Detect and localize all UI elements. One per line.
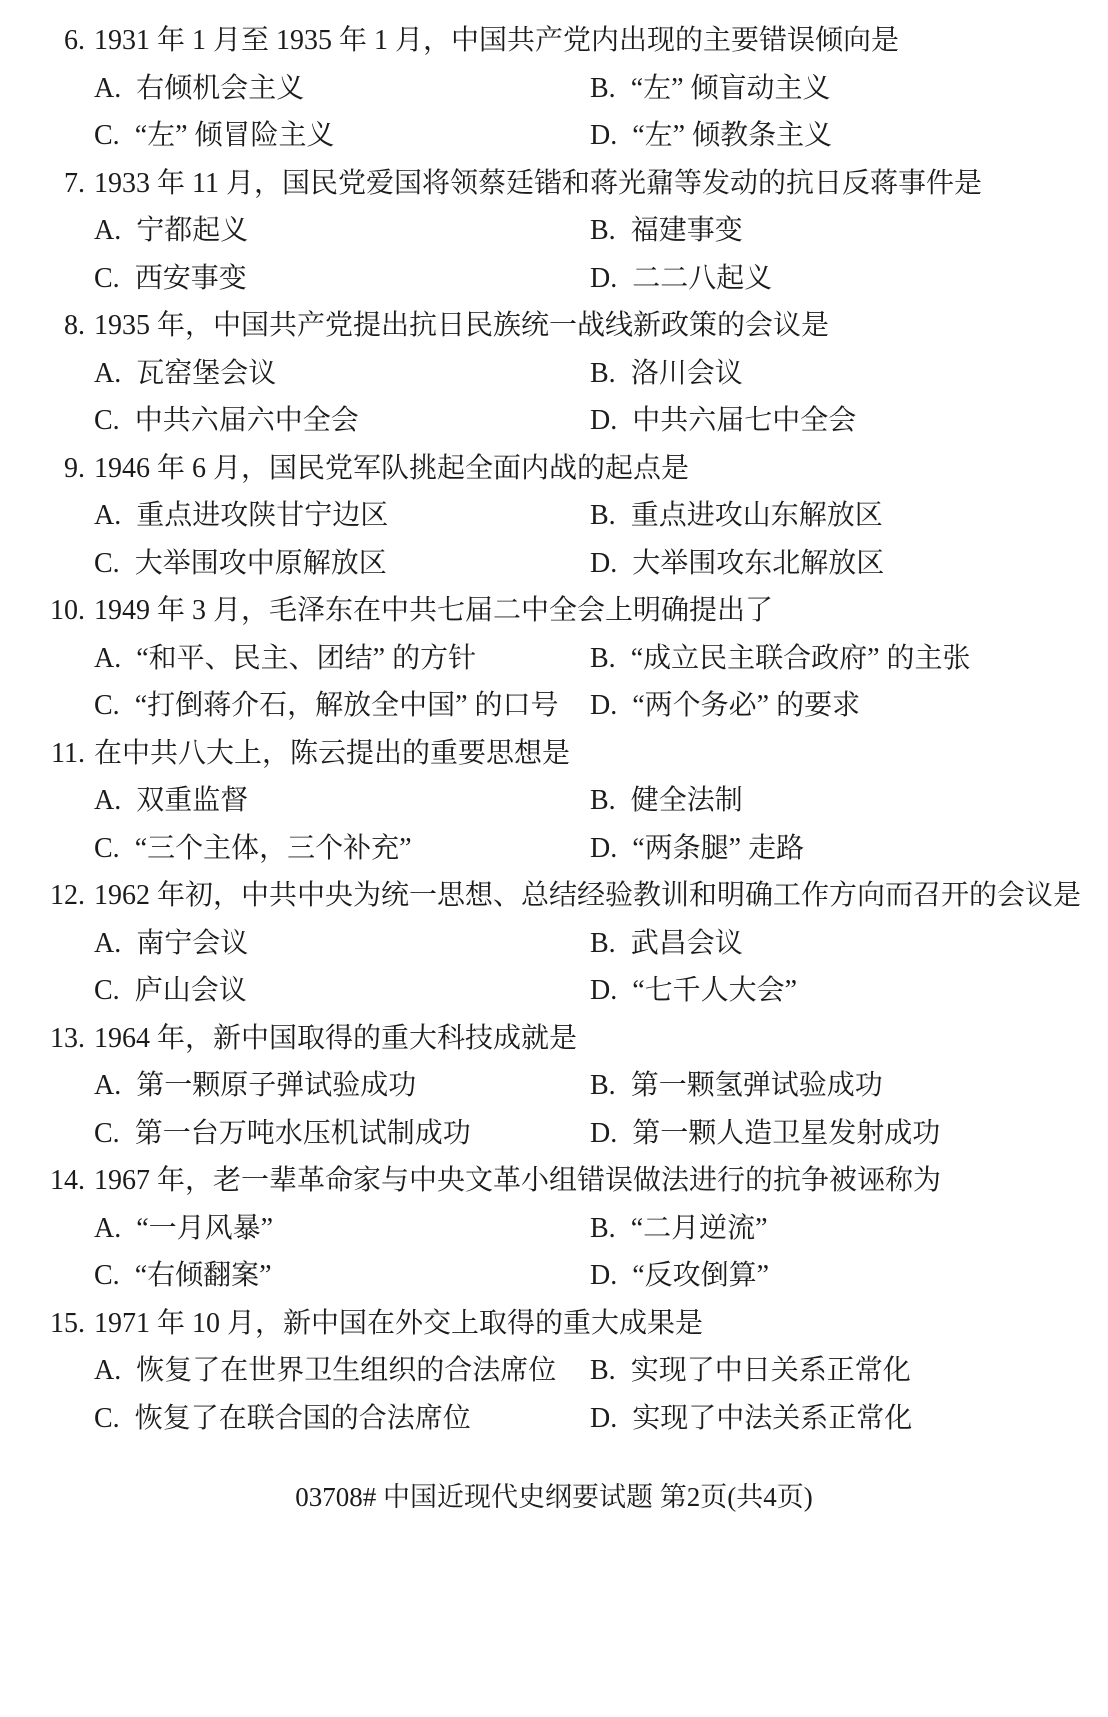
option-text: “两个务必” 的要求 [632,690,861,721]
option-label: C. [94,262,120,294]
option [94,65,590,113]
option-label: B. [590,72,616,104]
option-row [94,825,1108,873]
option [590,1252,1108,1300]
option-text: 恢复了在联合国的合法席位 [134,1402,471,1434]
option-text: “右倾翻案” [134,1260,272,1291]
option-text: 南宁会议 [136,927,249,959]
option-text: 西安事变 [134,262,247,294]
option-text: 实现了中日关系正常化 [630,1355,911,1386]
option-text: 第一颗人造卫星发射成功 [632,1117,941,1149]
question-number: 6. [64,25,85,56]
option-label: C. [94,832,120,864]
option-label: D. [590,1260,618,1291]
option [590,1205,1108,1253]
option-text: 洛川会议 [630,357,743,389]
option-text: 中共六届六中全会 [134,405,359,436]
option-text: 福建事变 [630,215,743,246]
option-label: B. [590,927,616,959]
option-label: A. [94,1212,122,1244]
option [590,350,1108,398]
option-row [94,65,1108,113]
option [590,825,1108,873]
question-number: 15. [50,1307,85,1339]
option-label: C. [94,1260,120,1291]
option-text: “打倒蒋介石，解放全中国” 的口号 [134,690,559,721]
option [94,967,590,1015]
question-block [0,1300,1108,1443]
option-row [94,350,1108,398]
option-label: B. [590,1212,616,1244]
option-label: D. [590,975,618,1006]
option [590,397,1108,445]
question-number: 10. [50,595,85,626]
option-label: D. [590,1402,618,1434]
option-row [94,635,1108,683]
option-row [94,540,1108,588]
option-text: 重点进攻陕甘宁边区 [136,500,389,531]
option-row [94,397,1108,445]
option-text: 右倾机会主义 [136,72,305,104]
option-text: 大举围攻中原解放区 [134,547,387,579]
option-text: “成立民主联合政府” 的主张 [630,642,971,674]
option [590,255,1108,303]
question-number: 12. [50,880,85,911]
option-label: D. [590,1117,618,1149]
option-label: A. [94,357,122,389]
question-block [0,160,1108,303]
option-label: C. [94,690,120,721]
question-stem: 1949 年 3 月，毛泽东在中共七届二中全会上明确提出了 [94,595,774,626]
question-number: 14. [50,1165,85,1196]
option [94,492,590,540]
option-text: 中共六届七中全会 [632,405,857,436]
option [590,682,1108,730]
option [94,1110,590,1158]
option-label: A. [94,72,122,104]
question-list [0,17,1108,1442]
question-block [0,17,1108,160]
question-block [0,730,1108,873]
question-block [0,302,1108,445]
option-row [94,682,1108,730]
option-row [94,967,1108,1015]
option-label: D. [590,547,618,579]
option-text: 重点进攻山东解放区 [630,500,883,531]
option-label: B. [590,642,616,674]
question-number: 13. [50,1022,85,1054]
option-text: “反攻倒算” [632,1260,770,1291]
option-text: 双重监督 [136,785,249,816]
question-block [0,872,1108,1015]
option [94,1395,590,1443]
option [590,1110,1108,1158]
option [590,65,1108,113]
option-row [94,920,1108,968]
option-text: 二二八起义 [632,262,773,294]
option [94,635,590,683]
option [94,1252,590,1300]
option-label: C. [94,1402,120,1434]
option-row [94,112,1108,160]
question-stem-row [0,730,1108,778]
question-stem-row [0,587,1108,635]
question-stem: 在中共八大上，陈云提出的重要思想是 [94,737,571,769]
option [590,492,1108,540]
question-block [0,445,1108,588]
option-row [94,1347,1108,1395]
page-footer: 03708# 中国近现代史纲要试题 第2页(共4页) [295,1482,813,1512]
question-stem: 1931 年 1 月至 1935 年 1 月，中国共产党内出现的主要错误倾向是 [94,25,900,56]
option-text: “和平、民主、团结” 的方针 [136,642,477,674]
option [94,207,590,255]
option [94,825,590,873]
option-text: 健全法制 [630,785,743,816]
option-text: “左” 倾教条主义 [632,120,833,151]
option-text: 宁都起义 [136,215,249,246]
option [590,207,1108,255]
option [94,1062,590,1110]
option-label: B. [590,1070,616,1101]
question-stem: 1971 年 10 月，新中国在外交上取得的重大成果是 [94,1307,704,1339]
option-label: C. [94,120,120,151]
option-label: D. [590,832,618,864]
option-label: C. [94,1117,120,1149]
question-stem-row [0,302,1108,350]
option [590,777,1108,825]
question-stem-row [0,445,1108,493]
question-stem: 1962 年初，中共中央为统一思想、总结经验教训和明确工作方向而召开的会议是 [94,880,1082,911]
question-block [0,1157,1108,1300]
option-label: B. [590,500,616,531]
option-row [94,1110,1108,1158]
option-text: “三个主体，三个补充” [134,832,412,864]
question-number: 8. [64,310,85,341]
option-label: A. [94,927,122,959]
option [94,1347,590,1395]
option-label: D. [590,120,618,151]
option-text: “二月逆流” [630,1212,768,1244]
option-text: 庐山会议 [134,975,247,1006]
question-number: 9. [64,452,85,484]
question-stem: 1933 年 11 月，国民党爱国将领蔡廷锴和蒋光鼐等发动的抗日反蒋事件是 [94,167,982,199]
option [590,1347,1108,1395]
option-label: C. [94,547,120,579]
option [590,1062,1108,1110]
option [94,350,590,398]
option [590,967,1108,1015]
option-label: A. [94,642,122,674]
option-label: D. [590,262,618,294]
option [590,1395,1108,1443]
question-stem-row [0,1157,1108,1205]
option-row [94,1252,1108,1300]
option-row [94,492,1108,540]
option-label: B. [590,1355,616,1386]
option-row [94,207,1108,255]
option-text: 恢复了在世界卫生组织的合法席位 [136,1355,557,1386]
option-label: C. [94,405,120,436]
option [590,635,1108,683]
option-row [94,1395,1108,1443]
option-text: “七千人大会” [632,975,798,1006]
option-row [94,1062,1108,1110]
question-stem-row [0,17,1108,65]
question-block [0,587,1108,730]
option [94,1205,590,1253]
option [590,540,1108,588]
option-text: “左” 倾盲动主义 [630,72,831,104]
option-label: D. [590,405,618,436]
option-label: B. [590,785,616,816]
question-stem: 1964 年，新中国取得的重大科技成就是 [94,1022,578,1054]
option-label: A. [94,500,122,531]
option-text: “左” 倾冒险主义 [134,120,335,151]
option [590,112,1108,160]
option-row [94,1205,1108,1253]
question-number: 7. [64,167,85,199]
option-label: A. [94,1070,122,1101]
option-label: A. [94,1355,122,1386]
option-text: “两条腿” 走路 [632,832,805,864]
option-label: C. [94,975,120,1006]
question-stem-row [0,1300,1108,1348]
question-stem-row [0,1015,1108,1063]
option-label: D. [590,690,618,721]
question-stem: 1967 年，老一辈革命家与中央文革小组错误做法进行的抗争被诬称为 [94,1165,942,1196]
option-text: 第一颗原子弹试验成功 [136,1070,417,1101]
option [590,920,1108,968]
option-label: A. [94,785,122,816]
question-stem: 1946 年 6 月，国民党军队挑起全面内战的起点是 [94,452,690,484]
question-stem-row [0,872,1108,920]
option-text: 第一台万吨水压机试制成功 [134,1117,471,1149]
option-row [94,777,1108,825]
option-text: 第一颗氢弹试验成功 [630,1070,883,1101]
question-block [0,1015,1108,1158]
option-text: “一月风暴” [136,1212,274,1244]
option-label: B. [590,357,616,389]
option-text: 实现了中法关系正常化 [632,1402,913,1434]
option [94,682,590,730]
question-stem: 1935 年，中国共产党提出抗日民族统一战线新政策的会议是 [94,310,830,341]
option-text: 瓦窑堡会议 [136,357,277,389]
option [94,397,590,445]
question-number: 11. [51,737,85,769]
option [94,255,590,303]
question-stem-row [0,160,1108,208]
option [94,112,590,160]
option-row [94,255,1108,303]
option-text: 武昌会议 [630,927,743,959]
option [94,777,590,825]
option-text: 大举围攻东北解放区 [632,547,885,579]
option-label: B. [590,215,616,246]
option [94,920,590,968]
option-label: A. [94,215,122,246]
option [94,540,590,588]
